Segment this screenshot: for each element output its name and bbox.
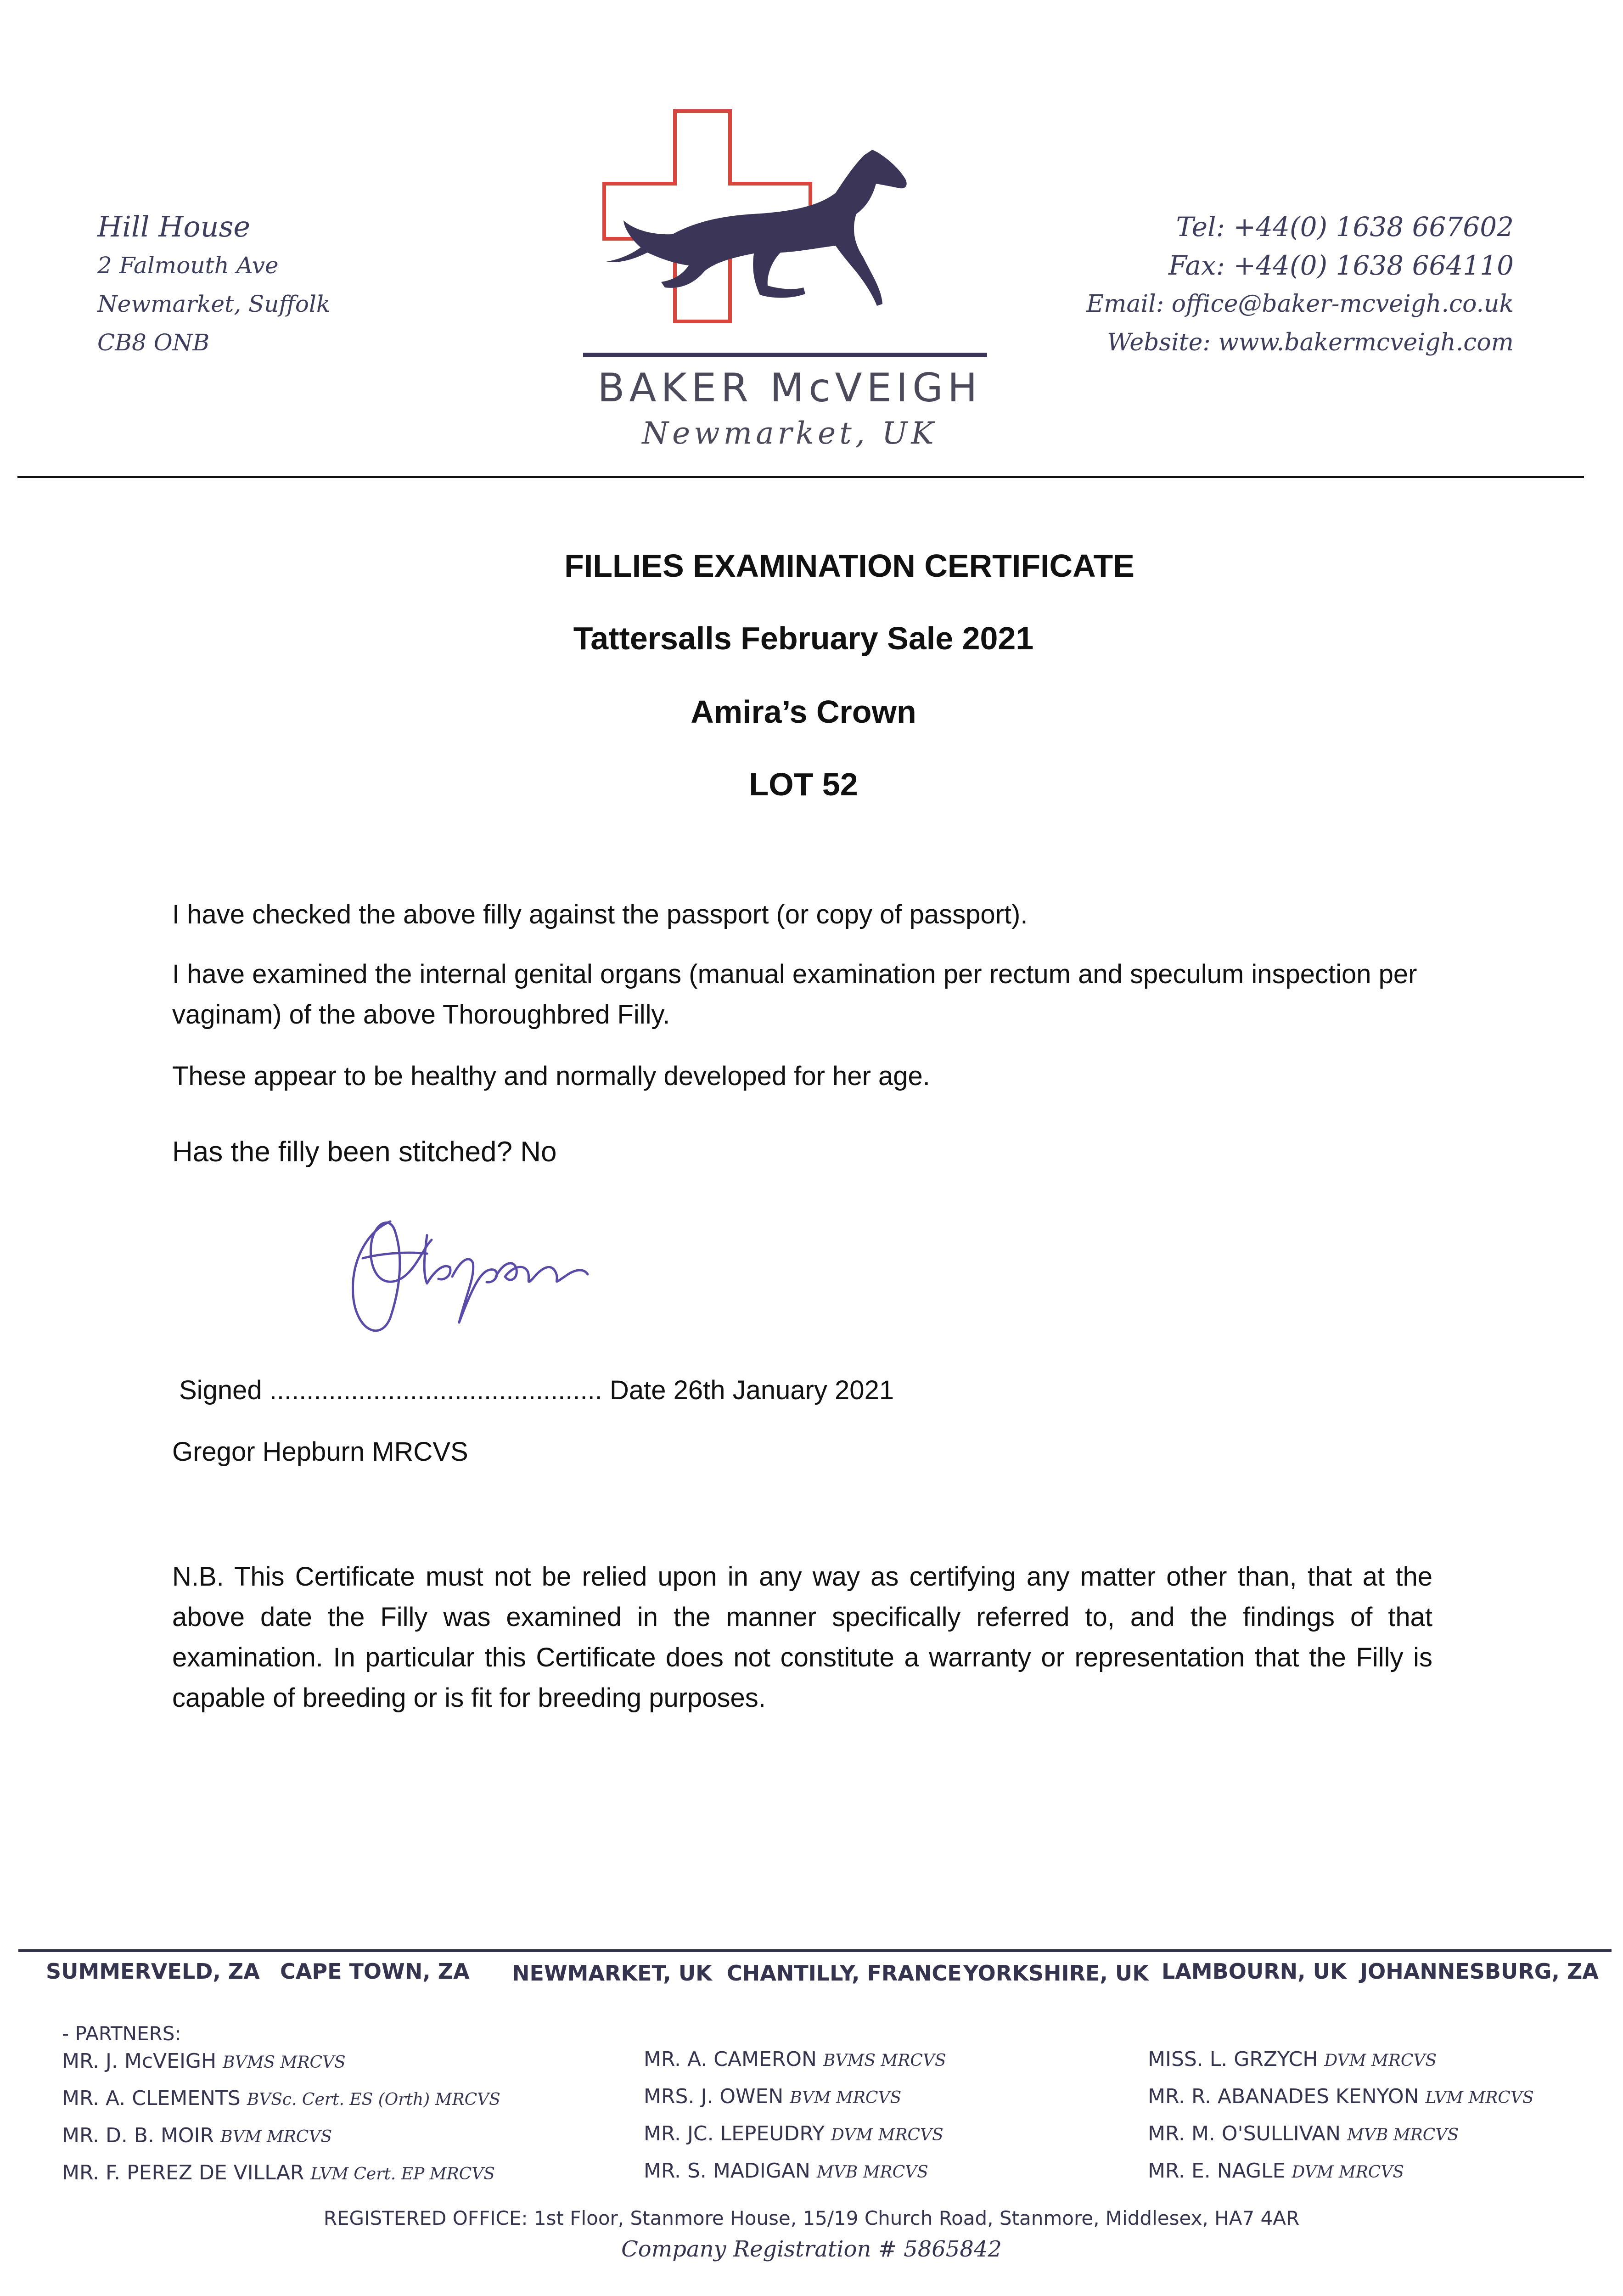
header-divider (17, 476, 1584, 478)
health-statement: These appear to be healthy and normally developed for her age. (172, 1061, 930, 1091)
website-address: Website: www.bakermcveigh.com (1107, 329, 1514, 356)
location-item: SUMMERVELD, ZA (46, 1959, 260, 1984)
email-address: Email: office@baker-mcveigh.co.uk (1086, 290, 1514, 318)
registered-office: REGISTERED OFFICE: 1st Floor, Stanmore House, 15/19 Church Road, Stanmore, Middlesex, HA7 4AR (323, 2207, 1300, 2229)
location-item: JOHANNESBURG, ZA (1360, 1959, 1599, 1984)
location-item: YORKSHIRE, UK (963, 1961, 1149, 1986)
partners-column-3 (1148, 2042, 1534, 2190)
passport-check-statement: I have checked the above filly against the passport (or copy of passport). (172, 900, 1028, 929)
partner-entry: MISS. L. GRZYCH DVM MRCVS (1148, 2048, 1437, 2071)
partner-entry: MR. JC. LEPEUDRY DVM MRCVS (644, 2122, 943, 2145)
sale-name: Tattersalls February Sale 2021 (573, 620, 1034, 656)
contact-block (1086, 208, 1514, 362)
signature-date-line: Signed ............................................. Date 26th January 2021 (179, 1375, 894, 1405)
partners-label: - PARTNERS: (62, 2022, 181, 2045)
address-line: 2 Falmouth Ave (97, 252, 279, 279)
partners-column-2 (644, 2042, 946, 2190)
company-registration: Company Registration # 5865842 (621, 2236, 1002, 2262)
location-item: CAPE TOWN, ZA (280, 1959, 470, 1984)
lot-number: LOT 52 (749, 766, 858, 802)
partner-entry: MR. S. MADIGAN MVB MRCVS (644, 2159, 928, 2183)
signature-image (335, 1203, 684, 1350)
logo-underline (583, 353, 987, 357)
signatory-name: Gregor Hepburn MRCVS (172, 1437, 468, 1467)
location-item: CHANTILLY, FRANCE (727, 1961, 962, 1986)
partner-entry: MRS. J. OWEN BVM MRCVS (644, 2085, 902, 2108)
partner-entry: MR. R. ABANADES KENYON LVM MRCVS (1148, 2085, 1534, 2108)
phone-number: Tel: +44(0) 1638 667602 (1176, 211, 1514, 242)
brand-name: BAKER McVEIGH (597, 365, 982, 411)
partner-entry: MR. D. B. MOIR BVM MRCVS (62, 2124, 332, 2147)
partner-entry: MR. M. O'SULLIVAN MVB MRCVS (1148, 2122, 1459, 2145)
partner-entry: MR. A. CLEMENTS BVSc. Cert. ES (Orth) MRCVS (62, 2087, 500, 2110)
horse-name: Amira’s Crown (691, 694, 916, 730)
address-line: Newmarket, Suffolk (97, 291, 331, 317)
partners-column-1 (62, 2043, 500, 2192)
location-item: LAMBOURN, UK (1162, 1959, 1347, 1984)
address-line: Hill House (97, 210, 251, 243)
address-block (97, 208, 330, 362)
horse-icon (623, 150, 907, 306)
fax-number: Fax: +44(0) 1638 664110 (1168, 250, 1514, 281)
address-line: CB8 ONB (97, 329, 210, 356)
partner-entry: MR. J. McVEIGH BVMS MRCVS (62, 2049, 346, 2073)
location-item: NEWMARKET, UK (512, 1961, 712, 1986)
partner-entry: MR. F. PEREZ DE VILLAR LVM Cert. EP MRCVS (62, 2161, 495, 2184)
stitched-question: Has the filly been stitched? No (172, 1136, 557, 1168)
partner-entry: MR. A. CAMERON BVMS MRCVS (644, 2048, 946, 2071)
brand-location: Newmarket, UK (642, 416, 938, 451)
partner-entry: MR. E. NAGLE DVM MRCVS (1148, 2159, 1404, 2183)
examination-statement: I have examined the internal genital organs (manual examination per rectum and speculum inspection per vaginam) of the above Thoroughbred Filly. (172, 959, 1417, 1030)
footer-divider (18, 1949, 1612, 1952)
brand-logo (578, 106, 992, 363)
certificate-title: FILLIES EXAMINATION CERTIFICATE (564, 548, 1134, 584)
disclaimer-note: N.B. This Certificate must not be relied upon in any way as certifying any matter other than, that at the above date the Filly was examined in the manner specifically referred to, and the findings of that examination. In particular this Certificate does not constitute a warranty or representation that the Filly is capable of breeding or is fit for breeding purposes. (172, 1562, 1432, 1713)
